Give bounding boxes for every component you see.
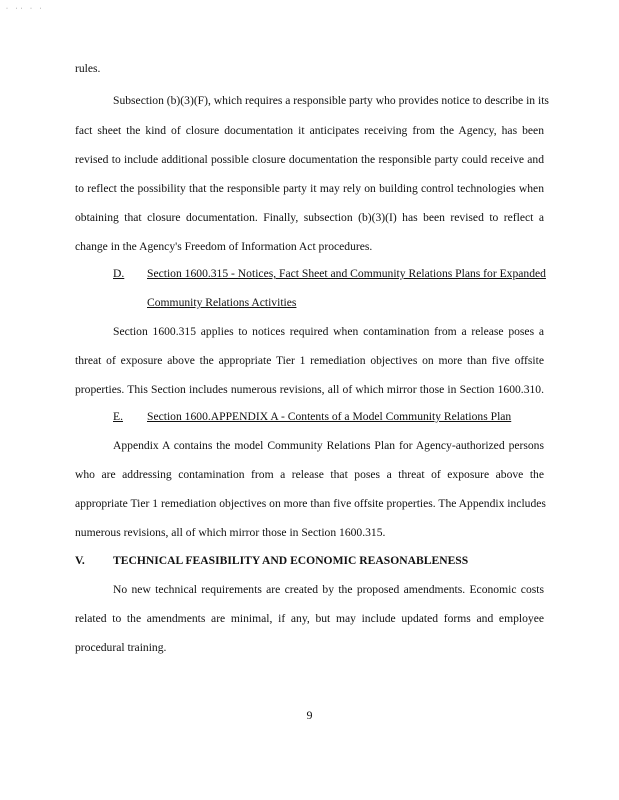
paragraph-line: No new technical requirements are created by the proposed amendments. Economic costs bbox=[113, 583, 544, 596]
paragraph-line: to reflect the possibility that the responsible party it may rely on building control technologies when bbox=[75, 182, 544, 195]
paragraph-line: Subsection (b)(3)(F), which requires a responsible party who provides notice to describe in its bbox=[113, 94, 549, 107]
paragraph-line: Appendix A contains the model Community Relations Plan for Agency-authorized persons bbox=[113, 439, 544, 452]
paragraph-line: threat of exposure above the appropriate Tier 1 remediation objectives on more than five offsite bbox=[75, 354, 544, 367]
paragraph-line: who are addressing contamination from a release that poses a threat of exposure above the bbox=[75, 468, 544, 481]
paragraph-line: obtaining that closure documentation. Finally, subsection (b)(3)(I) has been revised to reflect a bbox=[75, 211, 544, 224]
section-d-letter: D. bbox=[113, 267, 125, 280]
paragraph-line: rules. bbox=[75, 62, 101, 75]
paragraph-line: numerous revisions, all of which mirror those in Section 1600.315. bbox=[75, 526, 386, 539]
paragraph-line: properties. This Section includes numerous revisions, all of which mirror those in Section 1600.310. bbox=[75, 383, 544, 396]
paragraph-line: change in the Agency's Freedom of Information Act procedures. bbox=[75, 240, 373, 253]
paragraph-line: procedural training. bbox=[75, 641, 167, 654]
section-d-title: Section 1600.315 - Notices, Fact Sheet and Community Relations Plans for Expanded bbox=[147, 267, 546, 280]
paragraph-line: revised to include additional possible closure documentation the responsible party could receive and bbox=[75, 153, 544, 166]
section-v-numeral: V. bbox=[75, 554, 85, 567]
paragraph-line: Section 1600.315 applies to notices required when contamination from a release poses a bbox=[113, 325, 544, 338]
paragraph-line: fact sheet the kind of closure documentation it anticipates receiving from the Agency, has been bbox=[75, 124, 544, 137]
paragraph-line: appropriate Tier 1 remediation objectives on more than five offsite properties. The Appendix includes bbox=[75, 497, 546, 510]
scan-corner-mark: · ·· · · bbox=[6, 6, 45, 12]
paragraph-line: related to the amendments are minimal, if any, but may include updated forms and employee bbox=[75, 612, 544, 625]
section-e-title: Section 1600.APPENDIX A - Contents of a Model Community Relations Plan bbox=[147, 410, 512, 423]
section-e-letter: E. bbox=[113, 410, 123, 423]
section-d-title-cont: Community Relations Activities bbox=[147, 296, 297, 309]
section-v-title: TECHNICAL FEASIBILITY AND ECONOMIC REASONABLENESS bbox=[113, 554, 469, 567]
page-number: 9 bbox=[306, 708, 313, 722]
